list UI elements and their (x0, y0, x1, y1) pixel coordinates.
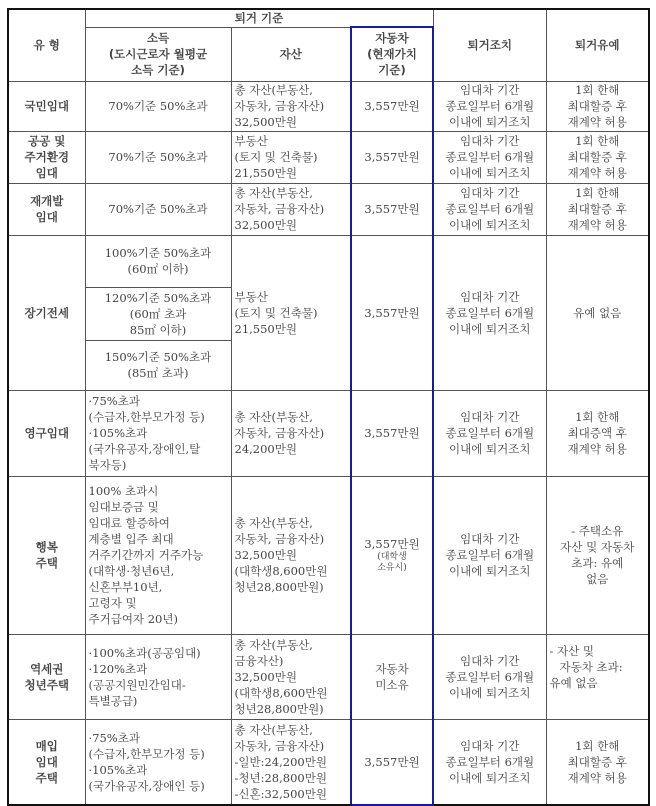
header-eviction-action: 퇴거조치 (433, 9, 546, 81)
cell-line: (국가유공자,장애인,탈 (88, 442, 201, 456)
row-action (433, 183, 546, 235)
cell-line: 행복 (35, 540, 58, 554)
cell-line: 임대차 기간 (460, 653, 520, 668)
cell-line: 미소유 (375, 677, 409, 692)
row-type (8, 235, 85, 390)
cell-line: 이내에 퇴거조치 (449, 115, 531, 129)
row-type (8, 390, 85, 476)
cell-line: (대학생8,600만원 (234, 685, 328, 700)
cell-line: ·100%초과(공공임대) (88, 645, 201, 660)
cell-line: (60㎡ 초과 (129, 306, 187, 321)
cell-line: 총 자산(부동산, (234, 516, 313, 530)
cell-line: -청년:28,800만원 (234, 770, 327, 785)
cell-line: 거주기간까지 거주가능 (88, 548, 204, 562)
cell-line: 1회 한해 (575, 186, 620, 200)
cell-line: 최대할증 후 (567, 99, 627, 113)
row-asset (231, 476, 351, 634)
cell-line: 주택 (35, 770, 58, 785)
cell-line: 3,557만원 (364, 305, 420, 320)
header-car-line: 기준) (378, 63, 406, 78)
cell-line: (85㎡ 초과) (127, 366, 189, 380)
cell-line: 임대 (35, 754, 58, 769)
cell-line: 100%기준 50%초과 (104, 246, 212, 260)
cell-line: 부동산 (234, 289, 268, 304)
cell-line: 종료일부터 6개월 (445, 99, 535, 113)
cell-line: 임대차 기간 (460, 186, 520, 200)
cell-line: 32,500만원 (234, 115, 297, 129)
cell-line: 이내에 퇴거조치 (449, 685, 531, 700)
cell-line: 120%기준 50%초과 (104, 290, 212, 305)
cell-line: 초과: 유예 (571, 556, 624, 570)
cell-line: 총 자산(부동산, (234, 722, 313, 737)
header-car-line: 자동차 (375, 31, 409, 46)
header-eviction-criteria: 퇴거 기준 (85, 9, 433, 27)
eviction-criteria-table (7, 8, 650, 806)
cell-line: 이내에 퇴거조치 (449, 770, 531, 785)
row-asset (231, 131, 351, 183)
cell-line: 주택 (35, 556, 58, 570)
cell-line: 자동차, 금융자산) (234, 532, 325, 546)
cell-line: 21,550만원 (234, 321, 297, 336)
cell-line: 재계약 허용 (567, 442, 627, 456)
cell-line: 주거환경 (24, 150, 69, 164)
table-row (8, 183, 649, 235)
row-income (85, 390, 231, 476)
cell-line: 자동차 (375, 661, 409, 676)
table-row (8, 390, 649, 476)
cell-line: 총 자산(부동산, (234, 410, 313, 424)
cell-line: 최대할증 후 (567, 202, 627, 216)
row-asset (231, 235, 351, 390)
row-car (351, 131, 433, 183)
cell-line: 장기전세 (24, 305, 69, 320)
cell-line: 70%기준 50%초과 (108, 202, 208, 216)
cell-line: 임대차 기간 (460, 83, 520, 97)
cell-line: 100% 초과시 (88, 484, 159, 498)
cell-line: ·105%초과 (88, 426, 148, 440)
row-car (351, 719, 433, 805)
cell-line: ·75%초과 (88, 394, 140, 408)
cell-line: -신혼:32,500만원 (234, 786, 327, 801)
cell-line: 70%기준 50%초과 (108, 150, 208, 164)
cell-line: 국민임대 (24, 99, 69, 113)
cell-line: 종료일부터 6개월 (445, 754, 535, 769)
cell-line: 종료일부터 6개월 (445, 202, 535, 216)
cell-line: 임대 (35, 210, 58, 224)
cell-line: 임대차 기간 (460, 134, 520, 148)
row-car (351, 81, 433, 131)
row-asset (231, 81, 351, 131)
cell-line: 총 자산(부동산, (234, 637, 313, 652)
row-asset (231, 719, 351, 805)
row-car (351, 476, 433, 634)
cell-line: 총 자산(부동산, (234, 83, 313, 97)
cell-line: 최대할증 후 (567, 754, 627, 769)
row-income (85, 634, 231, 719)
row-income (85, 131, 231, 183)
cell-line: 종료일부터 6개월 (445, 426, 535, 440)
cell-line: 유예 없음 (549, 675, 598, 690)
header-type: 유 형 (8, 9, 85, 81)
cell-line: 청년28,800만원) (234, 701, 324, 716)
row-type (8, 634, 85, 719)
table-row (8, 81, 649, 131)
cell-line: 북자등) (88, 458, 127, 472)
row-car (351, 183, 433, 235)
row-asset (231, 183, 351, 235)
cell-line: 매입 (35, 738, 58, 753)
cell-line: 최대할증 후 (567, 150, 627, 164)
cell-line: 3,557만원 (364, 537, 420, 551)
table-row (8, 235, 649, 287)
cell-line: 자동차, 금융자산) (234, 738, 325, 753)
header-income-line: 소득 (146, 31, 170, 45)
cell-line: 임대차 기간 (460, 738, 520, 753)
header-income-line: 소득 기준) (131, 63, 185, 77)
cell-line: 임대차 기간 (460, 289, 520, 304)
cell-line: 32,500만원 (234, 548, 297, 562)
cell-line: -일반:24,200만원 (234, 754, 327, 769)
cell-line: 150%기준 50%초과 (104, 350, 212, 364)
cell-line: ·105%초과 (88, 762, 148, 777)
cell-line: (공공지원민간임대- (88, 677, 186, 692)
cell-line: - 자산 및 (549, 643, 595, 658)
row-action (433, 719, 546, 805)
row-type (8, 476, 85, 634)
row-asset (231, 390, 351, 476)
cell-line: 임대차 기간 (460, 410, 520, 424)
cell-line: 3,557만원 (364, 202, 420, 216)
cell-line: 주거급여자 20년) (88, 612, 178, 626)
header-car-line: (현재가치 (367, 47, 417, 62)
car-note: 소유시) (377, 563, 407, 573)
row-income (85, 719, 231, 805)
cell-line: 자동차 초과: (559, 659, 623, 674)
table-row (8, 131, 649, 183)
cell-line: - 주택소유 (571, 524, 624, 538)
row-grace (546, 476, 649, 634)
row-income-sub (85, 340, 231, 390)
cell-line: 청년28,800만원) (234, 580, 324, 594)
cell-line: (대학생·청년6년, (88, 564, 175, 578)
header-car (351, 27, 433, 81)
table-row (8, 634, 649, 719)
cell-line: 고령자 및 (88, 596, 137, 610)
row-grace (546, 81, 649, 131)
cell-line: 재계약 허용 (567, 218, 627, 232)
cell-line: 1회 한해 (575, 410, 620, 424)
cell-line: (국가유공자,장애인 등) (88, 778, 205, 793)
cell-line: 이내에 퇴거조치 (449, 442, 531, 456)
cell-line: ·75%초과 (88, 730, 140, 745)
row-action (433, 634, 546, 719)
cell-line: 70%기준 50%초과 (108, 99, 208, 113)
cell-line: 신혼부부10년, (88, 580, 163, 594)
row-income (85, 183, 231, 235)
row-grace (546, 719, 649, 805)
table-row (8, 476, 649, 634)
row-action (433, 235, 546, 390)
cell-line: 금융자산) (234, 653, 284, 668)
row-grace (546, 390, 649, 476)
cell-line: (수급자,한부모가정 등) (88, 746, 205, 761)
cell-line: 재계약 허용 (567, 166, 627, 180)
cell-line: 자동차, 금융자산) (234, 202, 325, 216)
row-income-sub (85, 235, 231, 287)
cell-line: 32,500만원 (234, 218, 297, 232)
row-income (85, 476, 231, 634)
header-asset: 자산 (231, 27, 351, 81)
cell-line: 1회 한해 (575, 83, 620, 97)
cell-line: 공공 및 (28, 134, 66, 148)
cell-line: 부동산 (234, 134, 268, 148)
row-action (433, 476, 546, 634)
cell-line: 3,557만원 (364, 754, 420, 769)
header-eviction-grace: 퇴거유예 (546, 9, 649, 81)
cell-line: 이내에 퇴거조치 (449, 564, 531, 578)
row-grace (546, 183, 649, 235)
cell-line: 최대증액 후 (567, 426, 627, 440)
cell-line: 32,500만원 (234, 669, 297, 684)
cell-line: 임대차 기간 (460, 532, 520, 546)
cell-line: 자동차, 금융자산) (234, 426, 325, 440)
cell-line: 종료일부터 6개월 (445, 150, 535, 164)
row-action (433, 81, 546, 131)
cell-line: 역세권 (30, 661, 64, 676)
cell-line: 85㎡ 이하) (129, 322, 187, 337)
cell-line: 3,557만원 (364, 150, 420, 164)
cell-line: ·120%초과 (88, 661, 148, 676)
cell-line: 재계약 허용 (567, 770, 627, 785)
row-car (351, 235, 433, 390)
cell-line: 3,557만원 (364, 99, 420, 113)
cell-line: 이내에 퇴거조치 (449, 321, 531, 336)
cell-line: 임대료 할증하여 (88, 516, 170, 530)
cell-line: 21,550만원 (234, 166, 297, 180)
row-type (8, 81, 85, 131)
table-row (8, 719, 649, 805)
header-income (85, 27, 231, 81)
cell-line: 재개발 (30, 194, 64, 208)
row-action (433, 131, 546, 183)
row-type (8, 719, 85, 805)
row-grace (546, 634, 649, 719)
row-grace (546, 235, 649, 390)
car-note: (대학생 (377, 552, 407, 562)
cell-line: 재계약 허용 (567, 115, 627, 129)
cell-line: 24,200만원 (234, 442, 297, 456)
row-action (433, 390, 546, 476)
row-car (351, 634, 433, 719)
row-type (8, 131, 85, 183)
cell-line: 유예 없음 (573, 305, 622, 320)
cell-line: (수급자,한부모가정 등) (88, 410, 205, 424)
cell-line: 종료일부터 6개월 (445, 669, 535, 684)
cell-line: 1회 한해 (575, 738, 620, 753)
row-car (351, 390, 433, 476)
cell-line: 총 자산(부동산, (234, 186, 313, 200)
cell-line: 영구임대 (24, 426, 69, 440)
row-income-sub (85, 287, 231, 340)
cell-line: 3,557만원 (364, 426, 420, 440)
cell-line: (토지 및 건축물) (234, 150, 318, 164)
cell-line: 특별공급) (88, 693, 138, 708)
cell-line: 자산 및 자동차 (560, 540, 635, 554)
cell-line: 임대 (35, 166, 58, 180)
cell-line: (대학생8,600만원 (234, 564, 328, 578)
cell-line: (60㎡ 이하) (127, 262, 189, 276)
cell-line: 계층별 입주 최대 (88, 532, 174, 546)
cell-line: (토지 및 건축물) (234, 305, 318, 320)
cell-line: 자동차, 금융자산) (234, 99, 325, 113)
header-income-line: (도시근로자 월평균 (108, 47, 208, 61)
row-asset (231, 634, 351, 719)
row-grace (546, 131, 649, 183)
cell-line: 1회 한해 (575, 134, 620, 148)
cell-line: 이내에 퇴거조치 (449, 166, 531, 180)
cell-line: 종료일부터 6개월 (445, 305, 535, 320)
cell-line: 없음 (586, 572, 609, 586)
cell-line: 이내에 퇴거조치 (449, 218, 531, 232)
row-income (85, 81, 231, 131)
cell-line: 임대보증금 및 (88, 500, 159, 514)
row-type (8, 183, 85, 235)
cell-line: 청년주택 (24, 677, 69, 692)
cell-line: 종료일부터 6개월 (445, 548, 535, 562)
